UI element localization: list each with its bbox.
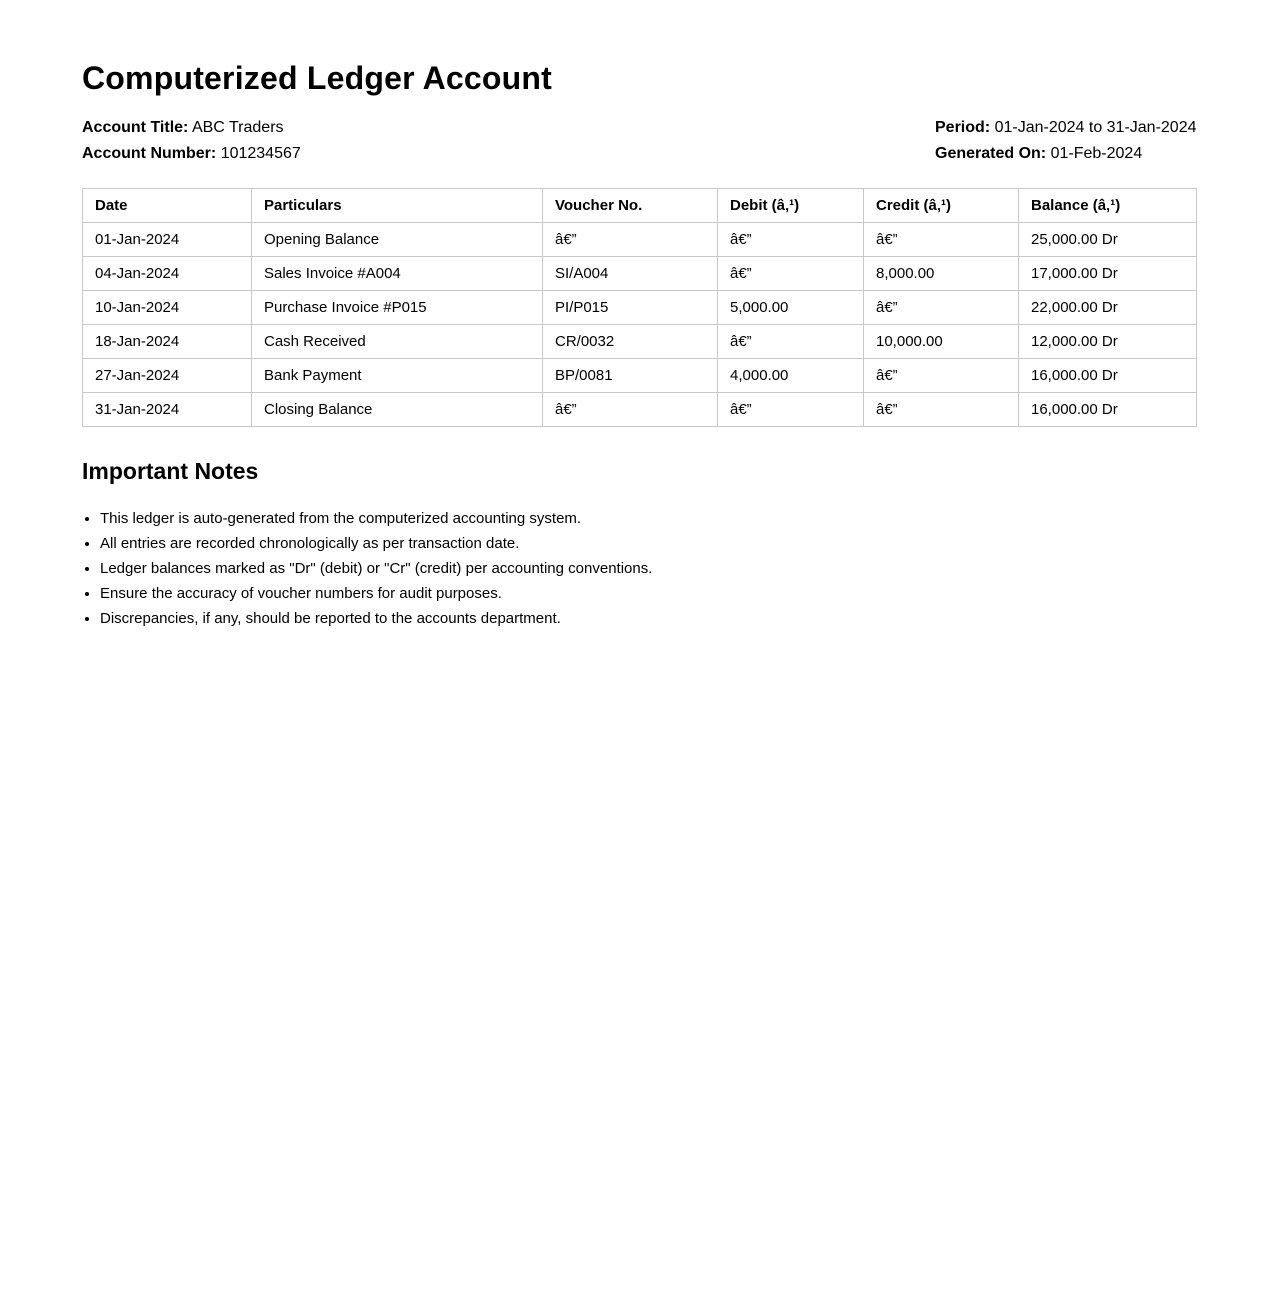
- table-header-row: [83, 189, 1197, 223]
- list-item: • Ledger balances marked as "Dr" (debit) or "Cr" (credit) per accounting conventions.: [100, 556, 652, 581]
- cell-particulars: Opening Balance: [252, 223, 543, 257]
- period-label: Period:: [935, 119, 991, 136]
- cell-date: 01-Jan-2024: [83, 223, 252, 257]
- list-item: • Ensure the accuracy of voucher numbers for audit purposes.: [100, 581, 652, 606]
- column-header-particulars: Particulars: [252, 189, 543, 223]
- account-info: [82, 115, 301, 167]
- cell-particulars: Purchase Invoice #P015: [252, 291, 543, 325]
- cell-balance: 16,000.00 Dr: [1019, 393, 1197, 427]
- cell-voucher-no: BP/0081: [543, 359, 718, 393]
- notes-heading: Important Notes: [82, 458, 259, 484]
- table-row: [83, 257, 1197, 291]
- cell-balance: 16,000.00 Dr: [1019, 359, 1197, 393]
- cell-date: 04-Jan-2024: [83, 257, 252, 291]
- cell-credit: 10,000.00: [864, 325, 1019, 359]
- cell-debit: â€”: [718, 393, 864, 427]
- period-value: 01-Jan-2024 to 31-Jan-2024: [994, 119, 1197, 136]
- column-header-balance: Balance (â‚¹): [1019, 189, 1197, 223]
- period-row: [935, 115, 1197, 141]
- cell-date: 18-Jan-2024: [83, 325, 252, 359]
- account-title-row: [82, 115, 301, 141]
- page-title: Computerized Ledger Account: [82, 60, 553, 96]
- cell-voucher-no: â€”: [543, 223, 718, 257]
- cell-credit: â€”: [864, 223, 1019, 257]
- cell-particulars: Bank Payment: [252, 359, 543, 393]
- account-number-label: Account Number:: [82, 145, 217, 162]
- cell-balance: 25,000.00 Dr: [1019, 223, 1197, 257]
- table-row: [83, 325, 1197, 359]
- cell-balance: 17,000.00 Dr: [1019, 257, 1197, 291]
- cell-debit: â€”: [718, 223, 864, 257]
- cell-voucher-no: CR/0032: [543, 325, 718, 359]
- column-header-debit: Debit (â‚¹): [718, 189, 864, 223]
- account-title-value: ABC Traders: [191, 119, 284, 136]
- cell-credit: 8,000.00: [864, 257, 1019, 291]
- generated-on-row: [935, 141, 1197, 167]
- list-item: • This ledger is auto-generated from the computerized accounting system.: [100, 506, 652, 531]
- account-title-label: Account Title:: [82, 119, 189, 136]
- cell-credit: â€”: [864, 291, 1019, 325]
- cell-voucher-no: â€”: [543, 393, 718, 427]
- cell-particulars: Sales Invoice #A004: [252, 257, 543, 291]
- cell-particulars: Closing Balance: [252, 393, 543, 427]
- generated-on-value: 01-Feb-2024: [1050, 145, 1143, 162]
- cell-date: 10-Jan-2024: [83, 291, 252, 325]
- generated-on-label: Generated On:: [935, 145, 1047, 162]
- cell-voucher-no: PI/P015: [543, 291, 718, 325]
- notes-list: [82, 506, 652, 631]
- cell-balance: 12,000.00 Dr: [1019, 325, 1197, 359]
- cell-particulars: Cash Received: [252, 325, 543, 359]
- cell-date: 27-Jan-2024: [83, 359, 252, 393]
- account-number-value: 101234567: [220, 145, 301, 162]
- cell-debit: â€”: [718, 257, 864, 291]
- table-row: [83, 393, 1197, 427]
- cell-credit: â€”: [864, 359, 1019, 393]
- table-row: [83, 291, 1197, 325]
- ledger-table: [82, 188, 1197, 427]
- table-row: [83, 223, 1197, 257]
- cell-credit: â€”: [864, 393, 1019, 427]
- cell-date: 31-Jan-2024: [83, 393, 252, 427]
- cell-debit: 5,000.00: [718, 291, 864, 325]
- account-number-row: [82, 141, 301, 167]
- cell-debit: â€”: [718, 325, 864, 359]
- list-item: • All entries are recorded chronologically as per transaction date.: [100, 531, 652, 556]
- cell-debit: 4,000.00: [718, 359, 864, 393]
- cell-voucher-no: SI/A004: [543, 257, 718, 291]
- column-header-credit: Credit (â‚¹): [864, 189, 1019, 223]
- column-header-date: Date: [83, 189, 252, 223]
- cell-balance: 22,000.00 Dr: [1019, 291, 1197, 325]
- list-item: • Discrepancies, if any, should be reported to the accounts department.: [100, 606, 652, 631]
- report-info: [935, 115, 1197, 167]
- table-row: [83, 359, 1197, 393]
- column-header-voucher-no: Voucher No.: [543, 189, 718, 223]
